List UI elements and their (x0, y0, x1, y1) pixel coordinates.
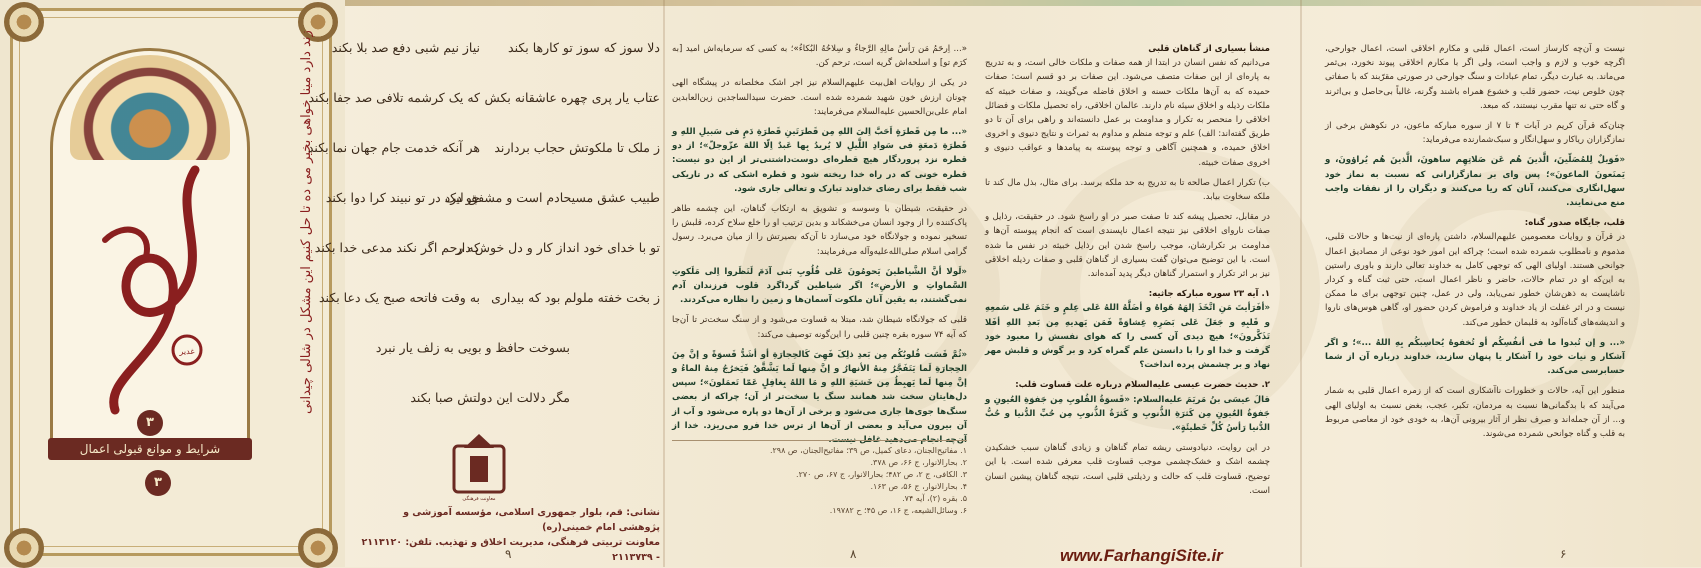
cover-vertical-title: زند دارد مینا خواهی بخیر می ده تا حل کنیم این مشکل در شالی چیدانی (299, 30, 314, 414)
paragraph: در حقیقت، شیطان با وسوسه و تشویق به ارتکاب گناهان، این چشمه طاهر پاک‌کننده را از وجود انسان می‌خشکاند و بدین ترتیب او را خلع سلاح کرده، قلبش را تسخیر نموده و جولانگاه خود می‌سازد تا آن‌که بصیرتش را از میان می‌برد. رسول گرامی اسلام صلی‌الله‌علیه‌وآله می‌فرمایند: (672, 204, 967, 257)
address-line: معاونت تربیتی فرهنگی، مدیریت اخلاق و تهذیب. تلفن: ۲۱۱۳۱۲۰ - ۲۱۱۳۷۳۹ (361, 537, 660, 563)
page-number: ۹ (505, 547, 512, 561)
footnote: ۶. وسائل‌الشیعه، ج ۱۶، ص ۴۵؛ ح ۱۹۷۸۲. (829, 506, 967, 515)
quote-paragraph: «... ما مِن قَطرَةٍ اَحَبَّ اِلیَ اللهِ مِن قَطرَتَینِ قَطرَةِ دَمٍ فی سَبیلِ اللهِ و قَطرَةِ دَمعَةٍ فی سَوادِ اللَّیلِ لا یُریدُ بِها عَبدٌ اِلّا اللهَ عزّوجلّ»؛ از دو قطره نزد پروردگار هیچ قطره‌ای دوست‌داشتنی‌تر از این دو نیست: قطره خونی که در راه خدا ریخته شود و قطره اشکی که در تاریکی شب فقط برای رضای خداوند تبارک و تعالی جاری شود. (672, 127, 967, 194)
quote-paragraph: «لَولا أنَّ الشَّیاطینَ یَحومُونَ عَلی قُلُوبِ بَنی آدَمَ لَنَظَروا اِلی مَلَکوتِ السَّماواتِ و الأرضِ»؛ اگر شیاطین گرداگرد قلوب فرزندان آدم نمی‌گشتند، به یقین آنان ملکوت آسمان‌ها و زمین را نظاره می‌کردند. (672, 266, 967, 306)
paragraph: منظور این آیه، حالات و خطورات ناآشکاری است که از زمره اعمال قلبی به شمار می‌آیند که با بدگمانی‌ها نسبت به مردمان، تکبر، عجب، بغض نسبت به اولیای الهی و... از آن جمله‌اند و صرف نظر از آثار بیرونی آن‌ها، به خودی خود از معاصی مربوط به قلب و گناه جوانحی شمرده می‌شوند. (1325, 386, 1625, 440)
paragraph: می‌دانیم که نفس انسان در ابتدا از همه صفات و ملکات خالی است، و به تدریج به پاره‌ای از این صفات متصف می‌شود. این صفات بر دو قسم است: صفات حمیده که به آن‌ها ملکات حسنه و اخلاق فاضله می‌گویند، و صفات خبیثه که ملکات رذیله و اخلاق سیئه نام دارند. عالمان اخلاقی، راه تحصیل ملکات و فضائل اخلاقی را منحصر به تکرار و مداومت بر عمل دانسته‌اند و راهی برای آن تا دو طریق گفته‌اند: الف) علم و توجه منظم و مداوم به ثمرات و نتایج دنیوی و اخروی اخلاق حمیده، و همچنین آگاهی و توجه پیوسته به پیامدها و عواقب دنیوی و اخروی صفات خبیثه. (985, 58, 1270, 168)
page-number: ۸ (850, 547, 857, 561)
poem-verse: طبیب عشق مسیحادم است و مشفق لیک (444, 190, 660, 205)
poem-verse: چو درد در تو نبیند کرا دوا بکند (325, 190, 480, 205)
quote-paragraph: «... و إن تُبدوا ما فی أنفُسِکُم أو تُخفوهُ یُحاسِبکُم بِهِ اللهُ ...»؛ و اگر آشکار و نیات خود را آشکار یا پنهان سازید، خداوند درباره آن از شما حسابرسی می‌کند. (1325, 337, 1625, 377)
poem-verse: به وقت فاتحه صبح یک دعا بکند (318, 290, 480, 305)
section-heading: قلب، جایگاه صدور گناه: (1524, 218, 1625, 229)
paragraph: در قرآن و روایات معصومین علیهم‌السلام، داشتن پاره‌ای از نیت‌ها و حالات قلبی، مذموم و نامطلوب شمرده شده است؛ چراکه این امور خود نوعی از مصادیق اعمال جوانحی هستند. اولیای الهی که توجهی کامل به خداوند تعالی دارند و باوری راستین به این‌که او در تمام حالات، حاضر و ناظر اعمال است، حتی ثبت گناه و کردار ناشایست به ذهن‌شان خطور نمی‌یابد، ولی در عمل، چنین توجهی برای ما ممکن نیست و در اثر غفلت از یاد خداوند و فراموش کردن حضور او، گاهی هوس‌های ناروا و اندیشه‌های گناه‌آلود به قلبمان خطور می‌کند. (1325, 232, 1625, 328)
quote-paragraph: قالَ عیسَی بنُ مَریَمَ علیه‌السلام: «قَسوَةُ القُلوبِ مِن جَفوَةِ العُیونِ و جَفوَةُ العُیونِ مِن کَثرَةِ الذُّنوبِ و کَثرَةُ الذُّنوبِ مِن حُبِّ الدُّنیا و حُبُّ الدُّنیا رَأسُ کُلِّ خَطیئَةٍ». (985, 394, 1270, 434)
cover-number-badge: ۳ (137, 410, 163, 436)
footnote: ۴. بحارالانوار، ج ۵۶، ص ۱۶۳. (870, 482, 967, 491)
poem-verse: ز بخت خفته ملولم بود که بیداری (491, 290, 660, 305)
fold-line (663, 0, 665, 567)
paragraph: در مقابل، تحصیل پیشه کند تا صفت صبر در او راسخ شود. در حقیقت، رذایل و صفات ناروای اخلاقی نیز نتیجه اعمال ناپسندی است که انجام پیوسته آن‌ها و مداومت بر تکرارشان، موجب راسخ شدن این رذایل خبیثه در نفس ما شده است. با این توضیح می‌توان گفت بسیاری از گناهان قلبی و صفات رذیله اخلاقی نیز بر اثر تکرار و استمرار گناهان دیگر پدید آمده‌اند. (985, 212, 1270, 280)
paragraph: «... اِرحَمُ مَن رَأسُ مالِهِ الرَّجاءُ و سِلاحُهُ البُکاءُ»؛ به کسی که سرمایه‌اش امید [به کرَم تو] و اسلحه‌اش گریه است، ترحم کن. (672, 44, 967, 69)
poem-verse: مگر دلالت این دولتش صبا بکند (410, 390, 570, 405)
poem-verse: عتاب یار پری چهره عاشقانه بکش (484, 90, 660, 105)
paragraph: قلبی که جولانگاه شیطان شد، مبتلا به قساوت می‌شود و از سنگ سخت‌تر تا آن‌جا که آیه ۷۴ سوره بقره چنین قلبی را این‌گونه توصیف می‌کند: (672, 315, 967, 340)
calligraphy-emblem (75, 150, 225, 430)
address-line: نشانی: قم، بلوار جمهوری اسلامی، مؤسسه آموزشی و پژوهشی امام خمینی(ره) (403, 507, 660, 533)
fold-line (1300, 0, 1302, 567)
quote-paragraph: «ثُمَّ قَسَت قُلوبُکُم مِن بَعدِ ذلِکَ فَهِیَ کَالحِجارَةِ أو أشَدُّ قَسوَةً و إنَّ مِنَ الحِجارَةِ لَما یَتَفَجَّرُ مِنهُ الأنهارُ و إنَّ مِنها لَما یَشَّقَّقُ فَیَخرُجُ مِنهُ الماءُ و إنَّ مِنها لَما یَهبِطُ مِن خَشیَةِ اللهِ و مَا اللهُ بِغافِلٍ عَمّا تَعمَلونَ»؛ سپس دل‌هایتان سخت شد همانند سنگ یا سخت‌تر از آن؛ چراکه از بعضی سنگ‌ها جوی‌ها جاری می‌شود و برخی از آن‌ها دو پاره می‌شود و آب از آن بیرون می‌آید و بعضی از آن‌ها از ترس خدا فرو می‌ریزد. خدا از آن‌چه انجام می‌دهید غافل نیست. (672, 349, 967, 446)
cover-title: شرایط و موانع قبولی اعمال (48, 438, 252, 460)
poem-verse: که یک کرشمه تلافی صد جفا بکند (308, 90, 480, 105)
section-heading: ۱. آیه ۲۳ سوره مبارکه جاثیه: (1148, 289, 1270, 300)
quote-paragraph: «فَوَیلٌ لِلمُصَلّینَ، الَّذینَ هُم عَن صَلاتِهِم ساهونَ، الَّذینَ هُم یُراؤونَ، و یَمنَعونَ الماعونَ»؛ پس وای بر نمازگزارانی که نسبت به نماز خود سهل‌انگاری می‌کنند، آنان که ریا می‌کنند و دیگران را از نفقات واجب منع می‌نمایند. (1325, 155, 1625, 209)
poem-verse: هر آنکه خدمت جام جهان نما بکند (307, 140, 480, 155)
top-border (330, 0, 1701, 6)
quote-paragraph: «أفَرَأیتَ مَنِ اتَّخَذَ إلهَهُ هَواهُ و أضَلَّهُ اللهُ عَلی عِلمٍ و خَتَمَ عَلی سَمعِهِ و قَلبِهِ و جَعَلَ عَلی بَصَرِهِ غِشاوَةً فَمَن یَهدیهِ مِن بَعدِ اللهِ أفَلا تَذَکَّرونَ»؛ هیچ دیدی آن کسی را که هوای نفسش را معبود خود گرفت و خدا او را با دانستن علم گمراه کرد و بر گوش و قلبش مهر نهاد و بر چشمش پرده انداخت؟ (985, 303, 1270, 371)
calligraphy-text: غدیر (179, 347, 195, 356)
poem-verse: که رحم اگر نکند مدعی خدا بکند (314, 240, 480, 255)
text-column-page-8 (985, 42, 1270, 496)
poem-verse: بسوخت حافظ و بویی به زلف یار نبرد (375, 340, 570, 355)
paragraph: در یکی از روایات اهل‌بیت علیهم‌السلام نیز اجر اشک مخلصانه در پیشگاه الهی چونان ارزش خون شهید شمرده شده است. حضرت سیدالساجدین زین‌العابدین امام علی‌بن‌الحسین علیه‌السلام می‌فرمایند: (672, 78, 967, 117)
poem-verse: دلا سوز که سوز تو کارها بکند (508, 40, 660, 55)
section-heading: منشأ بسیاری از گناهان قلبی (1148, 44, 1270, 54)
section-heading: ۲. حدیث حضرت عیسی علیه‌السلام درباره علت قساوت قلب: (1015, 380, 1270, 391)
poem-verse: نیاز نیم شبی دفع صد بلا بکند (331, 40, 480, 55)
logo-label: معاونت فرهنگی (462, 496, 496, 502)
text-column-page-6 (1325, 42, 1625, 512)
paragraph: نیست و آن‌چه کارساز است، اعمال قلبی و مکارم اخلاقی است، اعمال جوارحی، اگرچه خوب و لازم و واجب است، ولی اگر با مکارم اخلاقی پیوند نخورد، بی‌ثمر می‌ماند. به عبارت دیگر، تمام عبادات و سنگ جوارحی در صورتی مقرّبند که با صفاتی چون خلوص نیت، حضور قلب و خشوع همراه باشند وگرنه، غالباً بی‌حاصل و بی‌اثرند و گاه حتی نه تنها مقرب نیستند، که مبعد. (1325, 44, 1625, 111)
poem-verse: تو با خدای خود انداز کار و دل خوش دار (455, 240, 660, 255)
paragraph: ب) تکرار اعمال صالحه تا به تدریج به حد ملکه برسد. برای مثال، بذل مال کند تا ملکه سخاوت بیابد. (985, 177, 1270, 203)
page-number: ۶ (1560, 547, 1567, 561)
paragraph: در این روایت، دنیادوستی ریشه تمام گناهان و زیادی گناهان سبب خشکیدن چشمه اشک و خشک‌چشمی موجب قساوت قلب معرفی شده است. با این توضیح، قساوت قلب که حالت و رذیلتی قلبی است، نتیجه گناهان پیشین انسان است. (985, 443, 1270, 496)
institute-logo-icon (450, 432, 508, 502)
cover-sub-number: ۳ (145, 470, 171, 496)
corner-ornament-icon (4, 2, 44, 42)
text-column-page-9 (672, 42, 967, 446)
footnote: ۳. الکافی، ج ۲، ص ۴۸۲؛ بحارالانوار، ج ۶۷، ص ۲۷۰. (796, 470, 967, 479)
poem-section (307, 40, 660, 420)
cover-panel (0, 0, 345, 567)
website-watermark: www.FarhangiSite.ir (1060, 546, 1223, 565)
footnotes (672, 440, 967, 517)
footnote: ۲. بحارالانوار، ج ۶۶، ص ۳۷۸. (870, 458, 967, 467)
footnote: ۱. مفاتیح‌الجنان، دعای کمیل، ص ۳۹؛ مفاتیح‌الجنان، ص ۲۹۸. (769, 446, 967, 455)
corner-ornament-icon (4, 528, 44, 568)
corner-ornament-icon (298, 528, 338, 568)
poem-verse: ز ملک تا ملکوتش حجاب بردارند (494, 140, 660, 155)
footnote: ۵. بقره (۲)، آیه ۷۴. (902, 494, 967, 503)
paragraph: چنان‌که قرآن کریم در آیات ۴ تا ۷ از سوره مبارکه ماعون، در نکوهش برخی از نمازگزاران ریاکار و سهل‌انگار و سبک‌شمارنده می‌فرماید: (1325, 121, 1625, 146)
